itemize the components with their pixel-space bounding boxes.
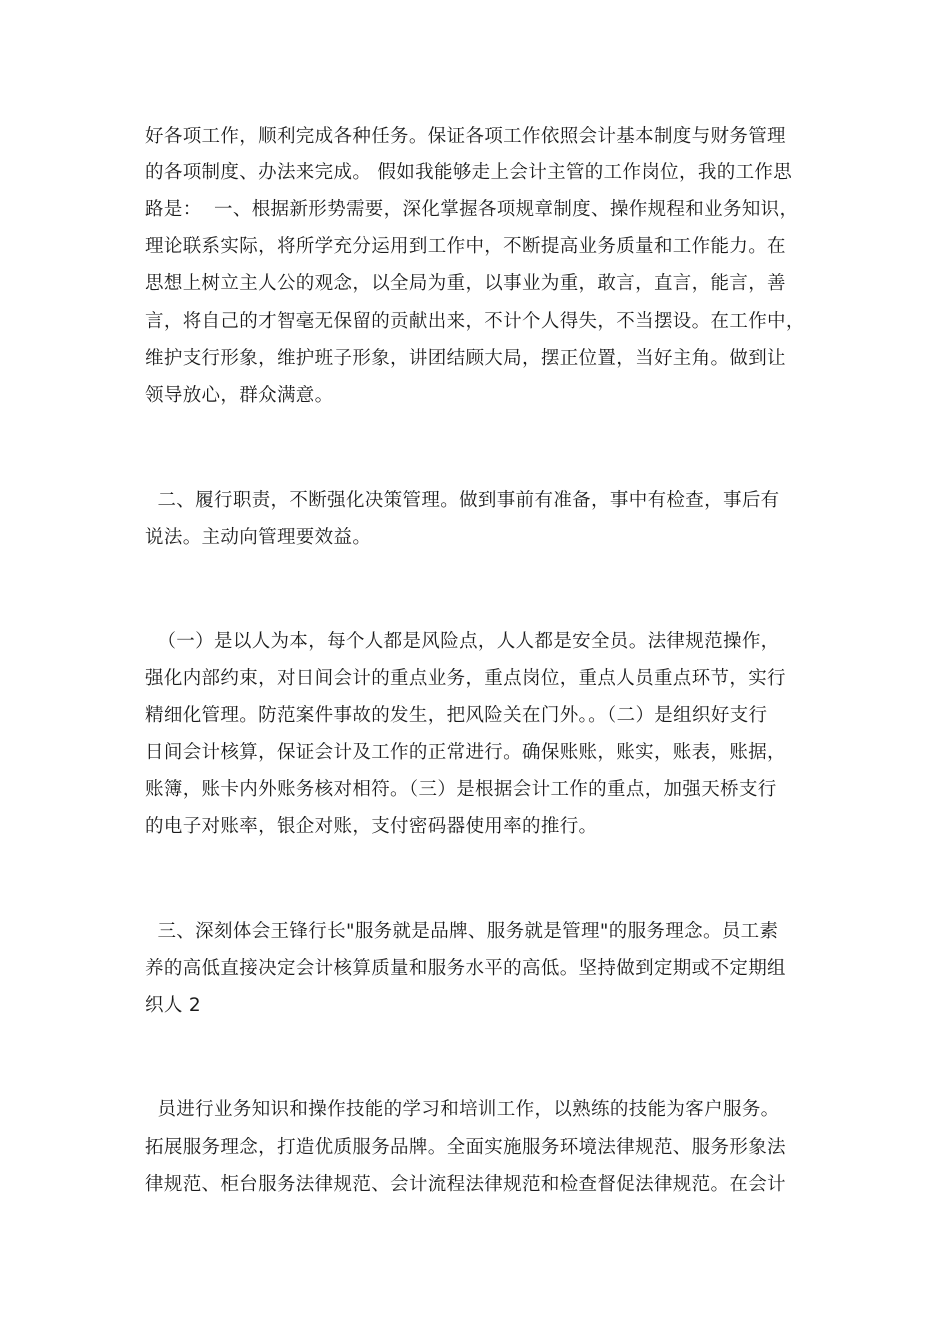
text-line: 言，将自己的才智毫无保留的贡献出来，不计个人得失，不当摆设。在工作中， [145,311,805,332]
text-line: 织人 2 [145,995,202,1016]
text-line: 三、深刻体会王锋行长"服务就是品牌、服务就是管理"的服务理念。员工素 [145,921,779,942]
text-line: （一）是以人为本，每个人都是风险点，人人都是安全员。法律规范操作， [145,631,780,652]
text-line: 说法。主动向管理要效益。 [145,527,372,548]
text-line: 养的高低直接决定会计核算质量和服务水平的高低。坚持做到定期或不定期组 [145,958,786,979]
text-line: 好各项工作，顺利完成各种任务。保证各项工作依照会计基本制度与财务管理 [145,126,786,147]
text-line: 账簿，账卡内外账务核对相符。（三）是根据会计工作的重点，加强天桥支行 [145,779,777,800]
text-line: 精细化管理。防范案件事故的发生，把风险关在门外。。（二）是组织好支行 [145,705,768,726]
text-line: 思想上树立主人公的观念，以全局为重，以事业为重，敢言，直言，能言，善 [145,273,786,294]
text-line: 强化内部约束，对日间会计的重点业务，重点岗位，重点人员重点环节，实行 [145,668,786,689]
text-line: 二、履行职责，不断强化决策管理。做到事前有准备，事中有检查，事后有 [145,490,780,511]
text-line: 维护支行形象，维护班子形象，讲团结顾大局，摆正位置，当好主角。做到让 [145,348,786,369]
text-line: 路是： 一、根据新形势需要，深化掌握各项规章制度、操作规程和业务知识， [145,199,799,220]
text-line: 日间会计核算，保证会计及工作的正常进行。确保账账，账实，账表，账据， [145,742,786,763]
text-line: 理论联系实际，将所学充分运用到工作中，不断提高业务质量和工作能力。在 [145,236,786,257]
text-line: 的各项制度、办法来完成。 假如我能够走上会计主管的工作岗位，我的工作思 [145,162,793,183]
text-line: 员进行业务知识和操作技能的学习和培训工作，以熟练的技能为客户服务。 [145,1099,780,1120]
text-line: 领导放心，群众满意。 [145,385,334,406]
text-line: 律规范、柜台服务法律规范、会计流程法律规范和检查督促法律规范。在会计 [145,1174,786,1195]
text-line: 的电子对账率，银企对账，支付密码器使用率的推行。 [145,816,598,837]
text-line: 拓展服务理念，打造优质服务品牌。全面实施服务环境法律规范、服务形象法 [145,1137,786,1158]
